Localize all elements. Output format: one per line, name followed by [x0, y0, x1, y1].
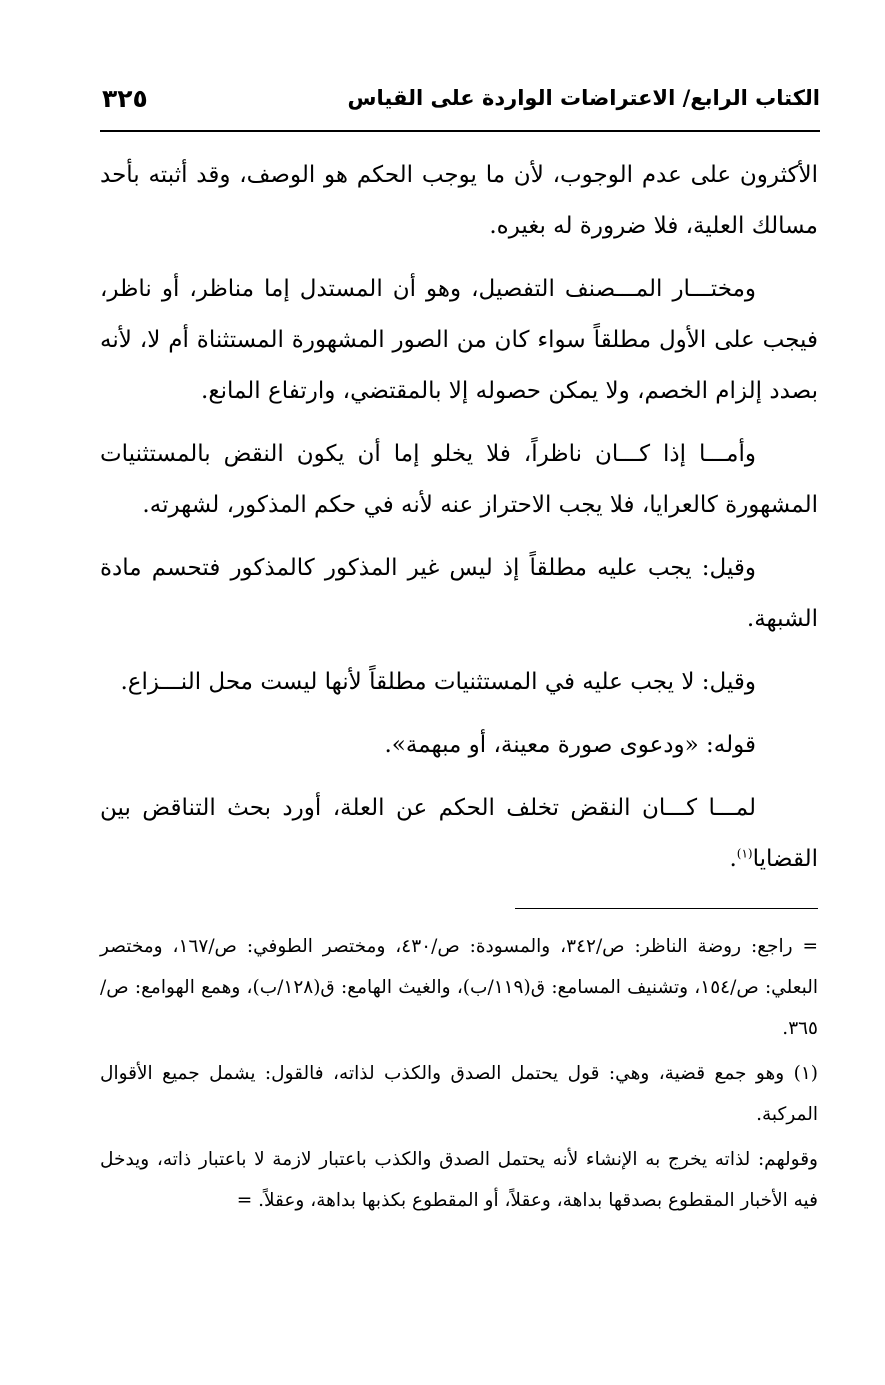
- main-text: [100, 150, 818, 897]
- footnote-1-marker: (١): [793, 1063, 818, 1084]
- footnote-1-continued: وقولهم: لذاته يخرج به الإنشاء لأنه يحتمل الصدق والكذب باعتبار لازمة لا باعتبار ذاته، ويدخل فيه الأخبار المقطوع بصدقها بداهة، وعقلاً، أو المقطوع بكذبها بداهة، وعقلاً. =: [100, 1149, 818, 1211]
- chapter-title: الكتاب الرابع/ الاعتراضات الواردة على القياس: [347, 86, 820, 110]
- footnote-separator: [515, 908, 818, 909]
- paragraph-3: وأمـــا إذا كـــان ناظراً، فلا يخلو إما أن يكون النقض بالمستثنيات المشهورة كالعرايا، فلا يجب الاحتراز عنه لأنه في حكم المذكور، لشهرته.: [100, 441, 818, 518]
- paragraph-6: قوله: «ودعوى صورة معينة، أو مبهمة».: [384, 732, 756, 758]
- footnote-1-text: وهو جمع قضية، وهي: قول يحتمل الصدق والكذب لذاته، فالقول: يشمل جميع الأقوال المركبة.: [100, 1063, 818, 1125]
- page-number: ٣٢٥: [102, 84, 148, 113]
- paragraph-1: الأكثرون على عدم الوجوب، لأن ما يوجب الحكم هو الوصف، وقد أثبته بأحد مسالك العلية، فلا ضرورة له بغيره.: [100, 162, 818, 239]
- footnotes: [100, 926, 818, 1225]
- footnote-continuation: = راجع: روضة الناظر: ص/٣٤٢، والمسودة: ص/٤٣٠، ومختصر الطوفي: ص/١٦٧، ومختصر البعلي: ص/١٥٤، وتشنيف المسامع: ق(١١٩/ب)، والغيث الهامع: ق(١٢٨/ب)، وهمع الهوامع: ص/٣٦٥.: [100, 936, 818, 1039]
- footnote-ref-1[interactable]: (١): [736, 846, 753, 861]
- paragraph-4: وقيل: يجب عليه مطلقاً إذ ليس غير المذكور كالمذكور فتحسم مادة الشبهة.: [100, 555, 818, 632]
- paragraph-2: ومختـــار المـــصنف التفصيل، وهو أن المستدل إما مناظر، أو ناظر، فيجب على الأول مطلقاً سواء كان من الصور المشهورة المستثناة أم لا، لأنه بصدد إلزام الخصم، ولا يمكن حصوله إلا بالمقتضي، وارتفاع المانع.: [100, 276, 818, 404]
- paragraph-7-text: لمـــا كـــان النقض تخلف الحكم عن العلة، أورد بحث التناقض بين القضايا: [100, 795, 818, 872]
- running-header: [100, 84, 820, 124]
- footnote-1: [100, 1053, 818, 1135]
- paragraph-7-period: .: [729, 846, 737, 872]
- paragraph-7: [100, 783, 818, 885]
- paragraph-5: وقيل: لا يجب عليه في المستثنيات مطلقاً لأنها ليست محل النـــزاع.: [120, 669, 756, 695]
- header-rule: [100, 130, 820, 132]
